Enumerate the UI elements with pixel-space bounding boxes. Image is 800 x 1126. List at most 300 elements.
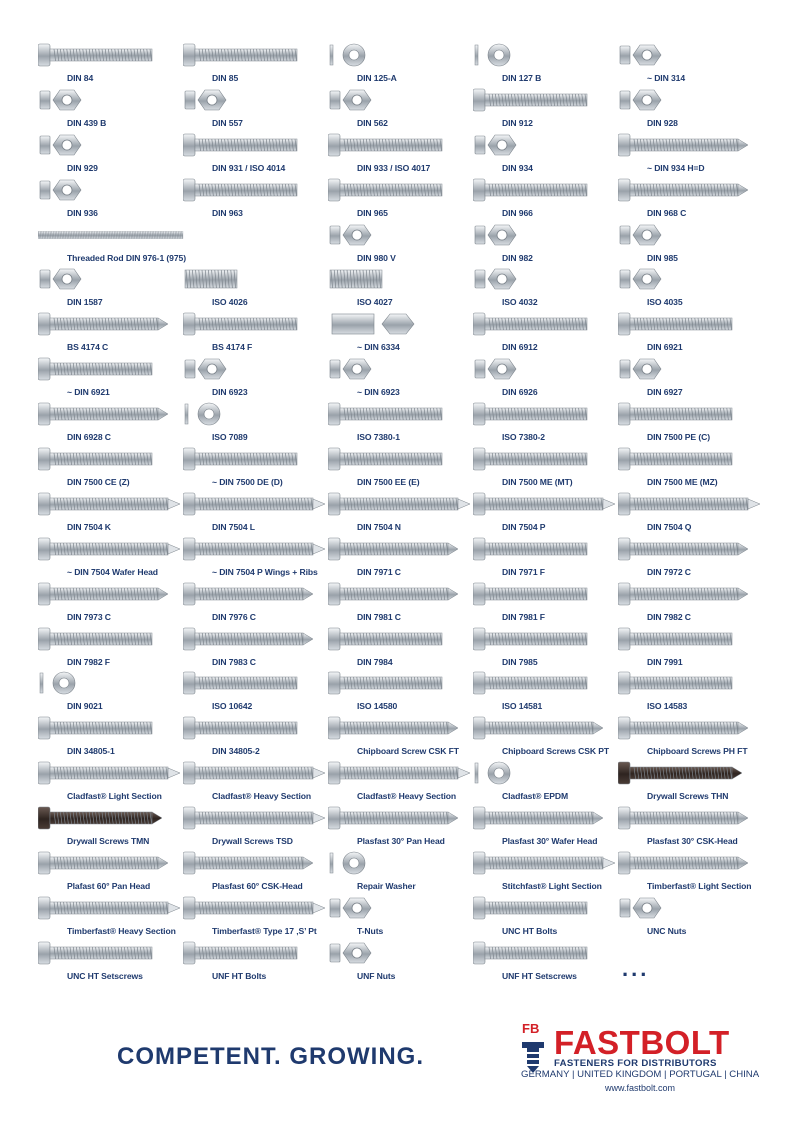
catalog-item[interactable] <box>38 893 186 938</box>
screw-icon <box>183 938 329 968</box>
catalog-item[interactable] <box>328 848 476 893</box>
screw-icon <box>38 40 184 70</box>
catalog-item[interactable] <box>328 220 476 265</box>
product-label: DIN 7504 P <box>502 521 546 532</box>
catalog-item <box>183 220 331 265</box>
product-label: UNF HT Setscrews <box>502 970 577 981</box>
catalog-item[interactable] <box>183 803 331 848</box>
catalog-item[interactable] <box>618 444 766 489</box>
product-label: DIN 34805-1 <box>67 746 115 757</box>
washer-icon <box>183 399 329 429</box>
catalog-item[interactable] <box>38 175 186 220</box>
product-label: Chipboard Screw CSK FT <box>357 746 459 757</box>
catalog-item[interactable] <box>473 713 621 758</box>
product-label: DIN 7981 C <box>357 611 401 622</box>
catalog-item[interactable] <box>618 309 766 354</box>
screw-icon <box>38 803 184 833</box>
catalog-item[interactable] <box>328 893 476 938</box>
product-label: Plasfast 60° CSK-Head <box>212 881 303 892</box>
catalog-item[interactable] <box>328 40 476 85</box>
catalog-item[interactable] <box>618 130 766 175</box>
catalog-item[interactable] <box>328 309 476 354</box>
catalog-item[interactable] <box>328 713 476 758</box>
nut-icon <box>328 85 474 115</box>
nut-icon <box>328 220 474 250</box>
product-label: ISO 4035 <box>647 297 683 308</box>
catalog-item[interactable] <box>328 399 476 444</box>
catalog-item[interactable] <box>183 579 331 624</box>
catalog-item[interactable] <box>473 309 621 354</box>
catalog-item[interactable] <box>473 534 621 579</box>
catalog-item[interactable] <box>38 264 186 309</box>
washer-icon <box>328 40 474 70</box>
screw-icon <box>618 534 764 564</box>
product-label: DIN 965 <box>357 207 388 218</box>
catalog-row <box>38 848 778 893</box>
product-label: UNF HT Bolts <box>212 970 267 981</box>
product-label: DIN 7500 PE (C) <box>647 432 710 443</box>
catalog-item[interactable] <box>328 758 476 803</box>
screw-icon <box>618 713 764 743</box>
catalog-item[interactable] <box>38 579 186 624</box>
product-label: DIN 7500 ME (MT) <box>502 477 573 488</box>
catalog-item[interactable] <box>473 175 621 220</box>
screw-icon <box>183 668 329 698</box>
screw-icon <box>328 534 474 564</box>
product-label: DIN 9021 <box>67 701 103 712</box>
screw-icon <box>38 309 184 339</box>
catalog-row <box>38 579 778 624</box>
product-label: DIN 7971 F <box>502 566 545 577</box>
product-label: DIN 966 <box>502 207 533 218</box>
product-label: DIN 936 <box>67 207 98 218</box>
nut-icon <box>618 40 764 70</box>
catalog-item[interactable] <box>183 848 331 893</box>
screw-icon <box>38 893 184 923</box>
nut-icon <box>183 85 329 115</box>
catalog-item[interactable] <box>328 264 476 309</box>
product-label: Drywall Screws TMN <box>67 836 150 847</box>
screw-icon <box>618 444 764 474</box>
fastbolt-logo[interactable] <box>518 1022 758 1107</box>
screw-icon <box>183 579 329 609</box>
screw-icon <box>328 668 474 698</box>
product-label: DIN 7500 CE (Z) <box>67 477 130 488</box>
catalog-row <box>38 444 778 489</box>
screw-icon <box>328 175 474 205</box>
catalog-item[interactable] <box>183 534 331 579</box>
catalog-item[interactable] <box>473 579 621 624</box>
screw-icon <box>328 624 474 654</box>
product-label: DIN 7973 C <box>67 611 111 622</box>
catalog-item[interactable] <box>38 713 186 758</box>
catalog-item[interactable] <box>473 803 621 848</box>
screw-icon <box>183 534 329 564</box>
nut-icon <box>618 220 764 250</box>
screw-icon <box>328 130 474 160</box>
catalog-row <box>38 220 778 265</box>
catalog-row <box>38 85 778 130</box>
product-label: DIN 125-A <box>357 73 397 83</box>
catalog-item[interactable] <box>473 893 621 938</box>
screw-icon <box>473 624 619 654</box>
catalog-item[interactable] <box>618 264 766 309</box>
product-label: DIN 1587 <box>67 297 103 308</box>
product-label: DIN 7983 C <box>212 656 256 667</box>
product-label: ISO 14580 <box>357 701 398 712</box>
product-label: DIN 7976 C <box>212 611 256 622</box>
product-label: Timberfast® Type 17 ‚S’ Pt <box>212 925 317 936</box>
screw-icon <box>38 534 184 564</box>
screw-icon <box>183 130 329 160</box>
catalog-item[interactable] <box>473 220 621 265</box>
catalog-item[interactable] <box>328 489 476 534</box>
catalog-item[interactable] <box>38 534 186 579</box>
product-label: DIN 7972 C <box>647 566 691 577</box>
product-label: Threaded Rod DIN 976-1 (975) <box>67 252 186 263</box>
catalog-item[interactable] <box>328 175 476 220</box>
product-label: DIN 7982 F <box>67 656 110 667</box>
product-label: Cladfast® EPDM <box>502 791 569 802</box>
catalog-item[interactable] <box>183 85 331 130</box>
catalog-item[interactable] <box>473 938 621 983</box>
catalog-row <box>38 938 778 983</box>
screw-icon <box>328 713 474 743</box>
country-list: GERMANY | UNITED KINGDOM | PORTUGAL | CHINA <box>521 1069 760 1080</box>
product-label: DIN 963 <box>212 207 243 218</box>
screw-icon <box>183 803 329 833</box>
catalog-row <box>38 175 778 220</box>
screw-icon <box>183 489 329 519</box>
screw-icon <box>618 489 764 519</box>
screw-icon <box>183 713 329 743</box>
product-label: ISO 7089 <box>212 432 248 443</box>
product-label: ~ DIN 314 <box>647 73 686 83</box>
catalog-row <box>38 264 778 309</box>
product-label: Repair Washer <box>357 881 416 892</box>
catalog-item[interactable] <box>38 220 186 265</box>
catalog-item[interactable] <box>183 758 331 803</box>
washer-icon <box>473 40 619 70</box>
product-label: Plasfast 30° CSK-Head <box>647 836 738 847</box>
nut-icon <box>473 264 619 294</box>
screw-icon <box>473 85 619 115</box>
catalog-row <box>38 399 778 444</box>
catalog-item[interactable] <box>473 848 621 893</box>
product-label: ~ DIN 7504 P Wings + Ribs <box>212 566 318 577</box>
product-label: Chipboard Screws PH FT <box>647 746 748 757</box>
catalog-item[interactable] <box>183 354 331 399</box>
product-label: UNC HT Setscrews <box>67 970 143 981</box>
screw-icon <box>618 758 764 788</box>
product-label: DIN 7991 <box>647 656 683 667</box>
catalog-item[interactable] <box>328 444 476 489</box>
catalog-item[interactable] <box>618 848 766 893</box>
screw-icon <box>473 803 619 833</box>
catalog-item[interactable] <box>183 489 331 534</box>
catalog-item[interactable] <box>618 893 766 938</box>
catalog-item[interactable] <box>328 534 476 579</box>
threaded-rod-icon <box>38 220 184 250</box>
catalog-item[interactable] <box>473 758 621 803</box>
catalog-item[interactable] <box>328 803 476 848</box>
nut-icon <box>618 354 764 384</box>
screw-icon <box>473 399 619 429</box>
catalog-item[interactable] <box>38 668 186 713</box>
product-label: DIN 912 <box>502 117 533 128</box>
catalog-row <box>38 713 778 758</box>
product-label: DIN 7984 <box>357 656 393 667</box>
product-label: DIN 6927 <box>647 387 683 398</box>
product-label: Drywall Screws TSD <box>212 836 293 847</box>
product-label: Cladfast® Heavy Section <box>357 791 457 802</box>
website-link[interactable]: www.fastbolt.com <box>605 1083 676 1093</box>
catalog-item[interactable] <box>328 130 476 175</box>
catalog-item[interactable] <box>38 803 186 848</box>
screw-icon <box>38 354 184 384</box>
screw-icon <box>183 848 329 878</box>
more-items-indicator: ... <box>622 955 650 981</box>
catalog-item[interactable] <box>473 489 621 534</box>
catalog-item[interactable] <box>38 130 186 175</box>
nut-icon <box>618 893 764 923</box>
catalog-item[interactable] <box>38 848 186 893</box>
catalog-item[interactable] <box>328 938 476 983</box>
product-label: UNC HT Bolts <box>502 925 558 936</box>
catalog-item[interactable] <box>618 668 766 713</box>
screw-icon <box>473 938 619 968</box>
product-label: Timberfast® Light Section <box>647 881 752 892</box>
catalog-item[interactable] <box>618 220 766 265</box>
brand-name: FASTBOLT <box>554 1024 730 1061</box>
product-label: DIN 7504 N <box>357 521 401 532</box>
product-label: DIN 6912 <box>502 342 538 353</box>
screw-icon <box>618 624 764 654</box>
screw-icon <box>473 175 619 205</box>
product-label: DIN 968 C <box>647 207 687 218</box>
product-label: DIN 34805-2 <box>212 746 260 757</box>
catalog-item[interactable] <box>473 130 621 175</box>
catalog-item[interactable] <box>328 579 476 624</box>
product-label: ISO 7380-1 <box>357 432 400 443</box>
product-label: DIN 980 V <box>357 252 396 263</box>
catalog-item[interactable] <box>328 85 476 130</box>
catalog-item[interactable] <box>618 489 766 534</box>
screw-icon <box>618 309 764 339</box>
product-label: BS 4174 C <box>67 342 109 353</box>
product-label: Timberfast® Heavy Section <box>67 925 176 936</box>
nut-icon <box>183 354 329 384</box>
catalog-item[interactable] <box>38 85 186 130</box>
nut-icon <box>38 264 184 294</box>
screw-icon <box>328 489 474 519</box>
catalog-item[interactable] <box>473 85 621 130</box>
catalog-item[interactable] <box>473 444 621 489</box>
screw-icon <box>183 309 329 339</box>
catalog-item[interactable] <box>473 354 621 399</box>
nut-icon <box>473 354 619 384</box>
product-label: DIN 6921 <box>647 342 683 353</box>
catalog-row <box>38 668 778 713</box>
product-label: DIN 557 <box>212 117 243 128</box>
product-label: DIN 7504 K <box>67 521 111 532</box>
catalog-item[interactable] <box>618 803 766 848</box>
catalog-item[interactable] <box>38 309 186 354</box>
screw-icon <box>473 713 619 743</box>
screw-icon <box>38 624 184 654</box>
catalog-row <box>38 758 778 803</box>
product-label: DIN 934 <box>502 162 533 173</box>
product-label: Plasfast 30° Wafer Head <box>502 836 598 847</box>
product-label: ISO 14583 <box>647 701 688 712</box>
screw-icon <box>38 444 184 474</box>
catalog-item[interactable] <box>183 309 331 354</box>
screw-icon <box>473 579 619 609</box>
catalog-item[interactable] <box>183 713 331 758</box>
product-label: DIN 7500 EE (E) <box>357 477 420 488</box>
product-label: ~ DIN 7500 DE (D) <box>212 477 283 488</box>
catalog-item[interactable] <box>183 264 331 309</box>
catalog-item[interactable] <box>328 624 476 669</box>
product-label: DIN 562 <box>357 117 388 128</box>
product-label: ~ DIN 7504 Wafer Head <box>67 566 158 577</box>
product-label: Stitchfast® Light Section <box>502 881 602 892</box>
screw-icon <box>38 489 184 519</box>
screw-icon <box>473 444 619 474</box>
product-label: DIN 933 / ISO 4017 <box>357 162 431 173</box>
screw-icon <box>38 579 184 609</box>
catalog-item <box>618 938 766 983</box>
nut-icon <box>38 130 184 160</box>
product-label: ISO 14581 <box>502 701 543 712</box>
catalog-item[interactable] <box>38 758 186 803</box>
product-label: ~ DIN 934 H=D <box>647 162 705 173</box>
product-label: DIN 7982 C <box>647 611 691 622</box>
washer-icon <box>328 848 474 878</box>
catalog-item[interactable] <box>183 893 331 938</box>
nut-icon <box>328 893 474 923</box>
catalog-item[interactable] <box>618 579 766 624</box>
nut-icon <box>38 175 184 205</box>
product-label: Cladfast® Heavy Section <box>212 791 312 802</box>
product-label: ISO 4032 <box>502 297 538 308</box>
catalog-item[interactable] <box>183 399 331 444</box>
catalog-item[interactable] <box>38 354 186 399</box>
screw-icon <box>473 668 619 698</box>
catalog-item[interactable] <box>38 399 186 444</box>
catalog-item[interactable] <box>473 264 621 309</box>
catalog-item[interactable] <box>183 938 331 983</box>
catalog-item[interactable] <box>618 758 766 803</box>
catalog-item[interactable] <box>183 668 331 713</box>
nut-icon <box>473 130 619 160</box>
product-label: ISO 7380-2 <box>502 432 545 443</box>
catalog-row <box>38 40 778 85</box>
catalog-row <box>38 624 778 669</box>
catalog-item[interactable] <box>473 624 621 669</box>
catalog-item[interactable] <box>473 399 621 444</box>
catalog-item[interactable] <box>38 444 186 489</box>
bolt-logo-icon <box>518 1028 548 1074</box>
product-label: ~ DIN 6923 <box>357 387 400 398</box>
nut-icon <box>473 220 619 250</box>
screw-icon <box>618 668 764 698</box>
product-label: Drywall Screws THN <box>647 791 729 802</box>
screw-icon <box>328 444 474 474</box>
catalog-item[interactable] <box>473 668 621 713</box>
screw-icon <box>328 309 474 339</box>
catalog-item[interactable] <box>38 40 186 85</box>
catalog-item[interactable] <box>38 624 186 669</box>
catalog-item[interactable] <box>618 354 766 399</box>
screw-icon <box>38 938 184 968</box>
product-label: DIN 982 <box>502 252 533 263</box>
product-label: DIN 7500 ME (MZ) <box>647 477 718 488</box>
catalog-item[interactable] <box>328 354 476 399</box>
catalog-item[interactable] <box>183 444 331 489</box>
product-label: Plasfast 30° Pan Head <box>357 836 445 847</box>
catalog-item[interactable] <box>618 624 766 669</box>
catalog-item[interactable] <box>183 130 331 175</box>
nut-icon <box>618 85 764 115</box>
catalog-item[interactable] <box>618 40 766 85</box>
nut-icon <box>38 85 184 115</box>
screw-icon <box>183 444 329 474</box>
catalog-item[interactable] <box>618 534 766 579</box>
catalog-row <box>38 130 778 175</box>
product-label: ISO 4026 <box>212 297 248 308</box>
product-label: ~ DIN 6921 <box>67 387 110 398</box>
catalog-item[interactable] <box>618 713 766 758</box>
screw-icon <box>183 175 329 205</box>
product-label: T-Nuts <box>357 925 384 936</box>
product-label: ~ DIN 6334 <box>357 342 400 353</box>
catalog-item[interactable] <box>183 175 331 220</box>
product-label: Plafast 60° Pan Head <box>67 881 151 892</box>
catalog-item[interactable] <box>618 175 766 220</box>
catalog-item[interactable] <box>183 40 331 85</box>
product-label: DIN 931 / ISO 4014 <box>212 162 286 173</box>
product-label: DIN 7981 F <box>502 611 545 622</box>
catalog-item[interactable] <box>618 399 766 444</box>
product-label: DIN 439 B <box>67 117 107 128</box>
slogan: COMPETENT. GROWING. <box>117 1043 424 1070</box>
product-label: DIN 7985 <box>502 656 538 667</box>
product-label: ISO 4027 <box>357 297 393 308</box>
screw-icon <box>618 175 764 205</box>
catalog-item[interactable] <box>618 85 766 130</box>
product-label: DIN 985 <box>647 252 678 263</box>
catalog-row <box>38 803 778 848</box>
catalog-item[interactable] <box>183 624 331 669</box>
product-label: ISO 10642 <box>212 701 253 712</box>
screw-icon <box>328 399 474 429</box>
product-label: DIN 7504 Q <box>647 521 692 532</box>
nut-icon <box>618 264 764 294</box>
screw-icon <box>38 758 184 788</box>
catalog-item[interactable] <box>328 668 476 713</box>
catalog-item[interactable] <box>473 40 621 85</box>
product-label: DIN 928 <box>647 117 678 128</box>
product-label: Cladfast® Light Section <box>67 791 162 802</box>
product-label: DIN 929 <box>67 162 98 173</box>
screw-icon <box>328 264 474 294</box>
catalog-item[interactable] <box>38 938 186 983</box>
catalog-row <box>38 309 778 354</box>
product-label: DIN 85 <box>212 73 239 83</box>
screw-icon <box>328 758 474 788</box>
catalog-item[interactable] <box>38 489 186 534</box>
